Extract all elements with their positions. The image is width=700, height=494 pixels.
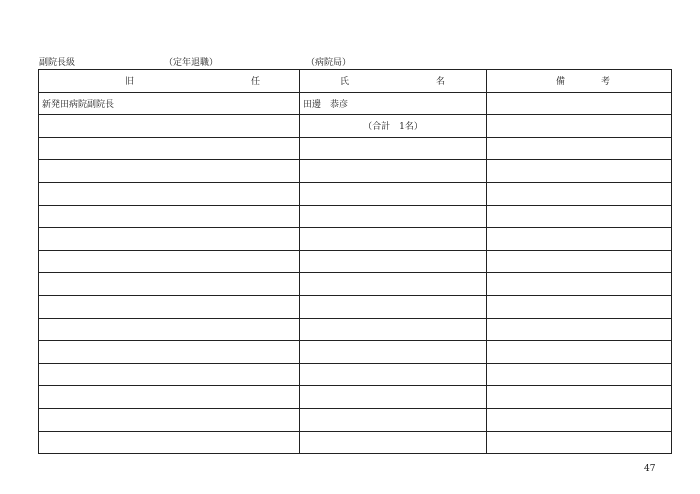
empty-cell: [300, 386, 487, 409]
empty-cell: [487, 408, 672, 431]
empty-cell: [300, 341, 487, 364]
table-row: [39, 341, 672, 364]
empty-cell: [39, 386, 300, 409]
table-row: [39, 250, 672, 273]
table-row: [39, 431, 672, 454]
table-row: [39, 408, 672, 431]
column-header-name-char1: 氏: [340, 77, 350, 88]
empty-cell: [39, 273, 300, 296]
empty-cell: [487, 318, 672, 341]
empty-cell: [300, 318, 487, 341]
empty-cell: [39, 115, 300, 138]
empty-cell: [39, 250, 300, 273]
column-header-former-post: [39, 70, 300, 93]
empty-cell: [300, 205, 487, 228]
empty-cell: [487, 228, 672, 251]
table-row: [39, 273, 672, 296]
empty-cell: [487, 182, 672, 205]
empty-cell: [300, 363, 487, 386]
empty-cell: [300, 273, 487, 296]
former-post-cell: 新発田病院副院長: [39, 92, 300, 115]
empty-cell: [487, 205, 672, 228]
empty-cell: [487, 250, 672, 273]
rank-label: 副院長級: [39, 58, 76, 68]
column-header-former-post-char1: 旧: [125, 77, 135, 88]
empty-cell: [487, 273, 672, 296]
empty-cell: [487, 431, 672, 454]
empty-cell: [487, 295, 672, 318]
empty-cell: [39, 431, 300, 454]
empty-cell: [39, 137, 300, 160]
empty-cell: [487, 137, 672, 160]
empty-cell: [487, 386, 672, 409]
table-header-row: [39, 70, 672, 93]
department-label: （病院局）: [306, 58, 352, 68]
table-row: [39, 228, 672, 251]
empty-cell: [39, 228, 300, 251]
table-row: [39, 318, 672, 341]
empty-cell: [39, 160, 300, 183]
name-cell: 田邊 恭彦: [300, 92, 487, 115]
table-row: [39, 386, 672, 409]
empty-cell: [300, 182, 487, 205]
table-row: [39, 295, 672, 318]
total-cell: （合計 1名）: [300, 115, 487, 138]
empty-cell: [487, 160, 672, 183]
empty-cell: [300, 137, 487, 160]
empty-cell: [39, 363, 300, 386]
remarks-cell: [487, 92, 672, 115]
total-row: [39, 115, 672, 138]
column-header-former-post-char2: 任: [250, 77, 260, 88]
table-row: [39, 205, 672, 228]
column-header-name-char2: 名: [435, 77, 445, 88]
empty-cell: [39, 205, 300, 228]
empty-cell: [300, 408, 487, 431]
column-header-name: [300, 70, 487, 93]
table-row: [39, 92, 672, 115]
empty-cell: [487, 341, 672, 364]
empty-cell: [300, 228, 487, 251]
empty-cell: [300, 160, 487, 183]
page-number: 47: [644, 464, 656, 474]
empty-cell: [39, 408, 300, 431]
empty-cell: [300, 250, 487, 273]
table-row: [39, 182, 672, 205]
column-header-remarks-char1: 備: [556, 77, 566, 88]
empty-cell: [300, 295, 487, 318]
column-header-remarks-char2: 考: [600, 77, 610, 88]
table-row: [39, 363, 672, 386]
empty-cell: [487, 115, 672, 138]
table-row: [39, 160, 672, 183]
empty-cell: [39, 295, 300, 318]
column-header-remarks: [487, 70, 672, 93]
empty-cell: [487, 363, 672, 386]
empty-cell: [39, 318, 300, 341]
empty-cell: [39, 341, 300, 364]
table-row: [39, 137, 672, 160]
reason-label: （定年退職）: [164, 58, 219, 68]
empty-cell: [300, 431, 487, 454]
personnel-table: [38, 69, 672, 454]
empty-cell: [39, 182, 300, 205]
